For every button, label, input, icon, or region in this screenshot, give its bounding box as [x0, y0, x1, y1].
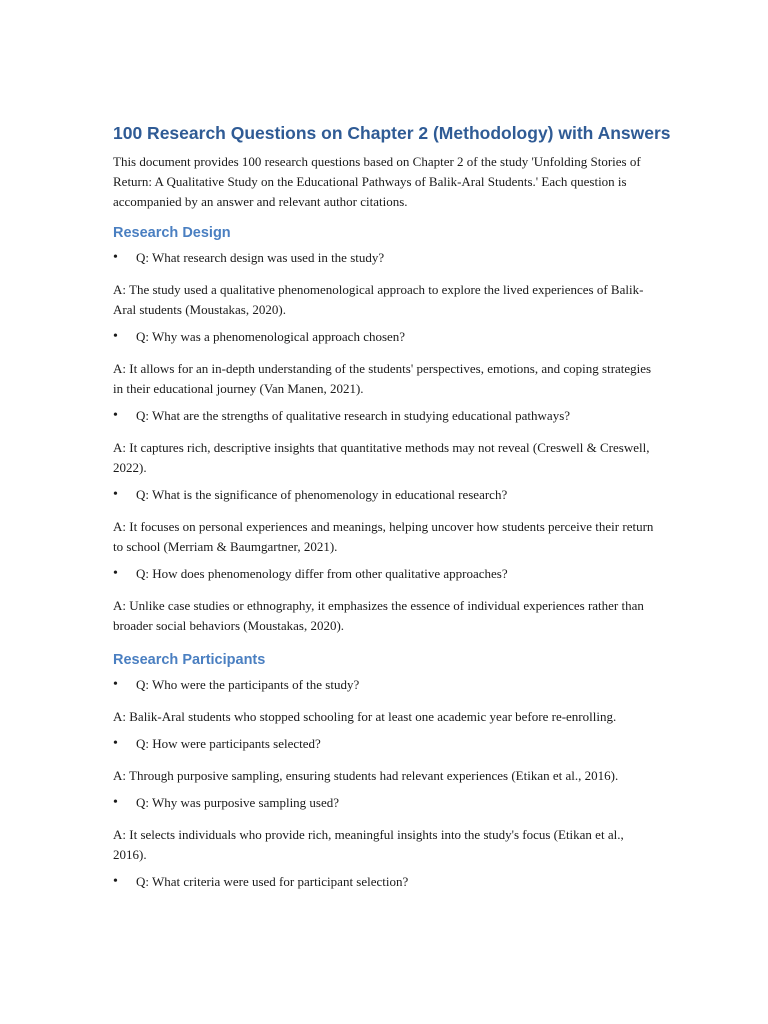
question-text: Q: Who were the participants of the study?: [136, 677, 360, 692]
section-heading: Research Participants: [113, 652, 266, 668]
answer-text: A: It focuses on personal experiences and meanings, helping uncover how students perceive their return to school (Merriam & Baumgartner, 2021).: [113, 519, 654, 554]
question-text: Q: How does phenomenology differ from other qualitative approaches?: [136, 566, 508, 581]
question-item: [113, 406, 658, 426]
answer-text: A: Through purposive sampling, ensuring students had relevant experiences (Etikan et al., 2016).: [113, 768, 619, 783]
answer-text: A: The study used a qualitative phenomenological approach to explore the lived experiences of Balik-Aral students (Moustakas, 2020).: [113, 282, 644, 317]
question-item: [113, 564, 658, 584]
document-page: [113, 120, 671, 904]
bullet-icon: •: [113, 408, 118, 423]
bullet-icon: •: [113, 874, 118, 889]
bullet-icon: •: [113, 566, 118, 581]
question-text: Q: Why was purposive sampling used?: [136, 795, 340, 810]
question-item: [113, 872, 658, 892]
bullet-icon: •: [113, 677, 118, 692]
question-text: Q: How were participants selected?: [136, 736, 321, 751]
question-item: [113, 793, 658, 813]
answer-text: A: Unlike case studies or ethnography, it emphasizes the essence of individual experiences rather than broader social behaviors (Moustakas, 2020).: [113, 598, 644, 633]
section-research-participants: [113, 649, 658, 892]
bullet-icon: •: [113, 795, 118, 810]
question-item: [113, 485, 658, 505]
question-text: Q: What criteria were used for participant selection?: [136, 874, 409, 889]
question-text: Q: What research design was used in the study?: [136, 250, 385, 265]
answer-text: A: It allows for an in-depth understanding of the students' perspectives, emotions, and coping strategies in their educational journey (Van Manen, 2021).: [113, 361, 652, 396]
question-text: Q: What are the strengths of qualitative research in studying educational pathways?: [136, 408, 571, 423]
bullet-icon: •: [113, 329, 118, 344]
document-title: 100 Research Questions on Chapter 2 (Methodology) with Answers: [113, 123, 671, 143]
bullet-icon: •: [113, 487, 118, 502]
question-text: Q: Why was a phenomenological approach chosen?: [136, 329, 406, 344]
answer-text: A: It captures rich, descriptive insights that quantitative methods may not reveal (Creswell & Creswell, 2022).: [113, 440, 650, 475]
question-item: [113, 734, 658, 754]
answer-text: A: Balik-Aral students who stopped schooling for at least one academic year before re-enrolling.: [113, 709, 617, 724]
question-text: Q: What is the significance of phenomenology in educational research?: [136, 487, 508, 502]
document-intro: This document provides 100 research questions based on Chapter 2 of the study 'Unfolding Stories of Return: A Qualitative Study on the Educational Pathways of Balik-Aral Students.' Each question is accompanied by an answer and relevant author citations.: [113, 154, 641, 209]
question-item: [113, 675, 658, 695]
section-research-design: [113, 222, 658, 636]
answer-text: A: It selects individuals who provide rich, meaningful insights into the study's focus (Etikan et al., 2016).: [113, 827, 624, 862]
bullet-icon: •: [113, 736, 118, 751]
question-item: [113, 248, 658, 268]
bullet-icon: •: [113, 250, 118, 265]
section-heading: Research Design: [113, 225, 231, 241]
question-item: [113, 327, 658, 347]
